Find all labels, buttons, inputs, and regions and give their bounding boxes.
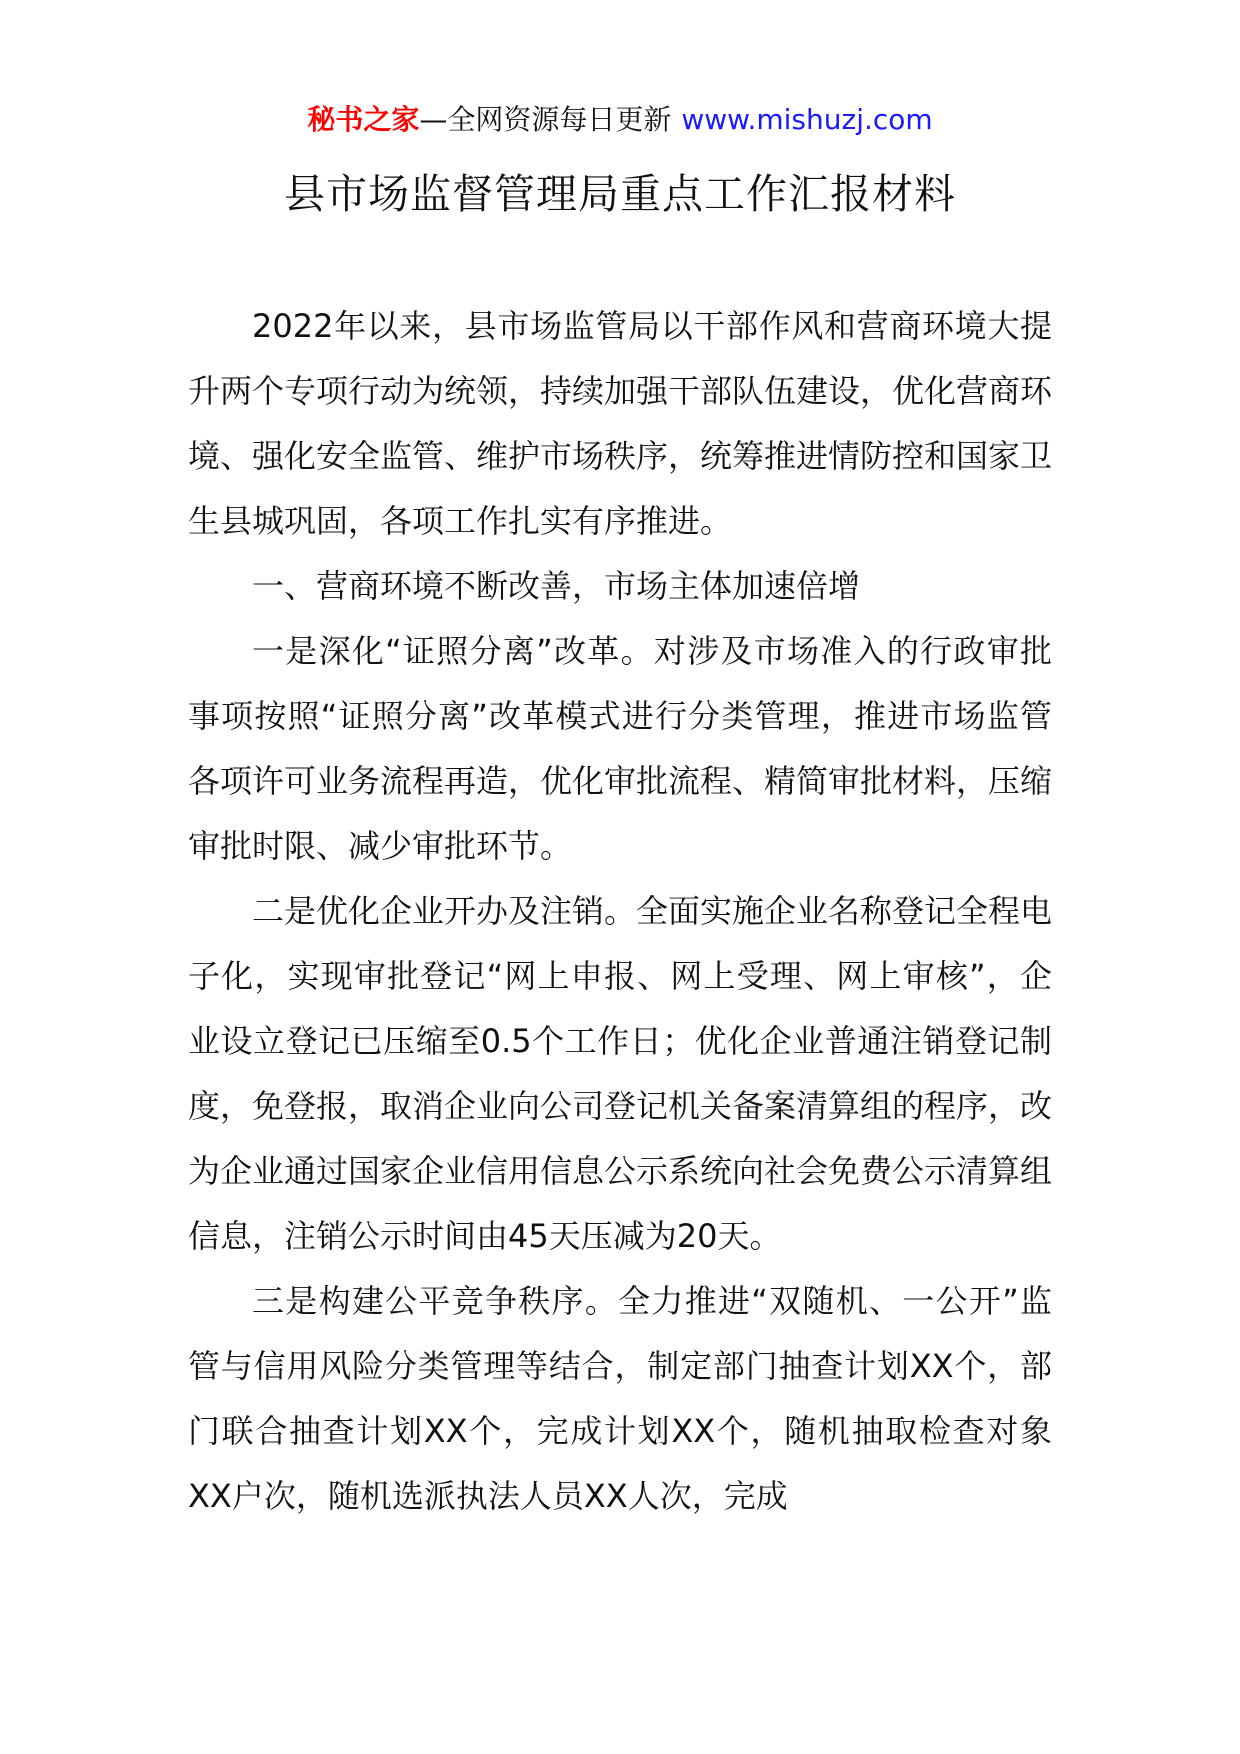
site-header	[0, 100, 1240, 140]
document-title: 县市场监督管理局重点工作汇报材料	[284, 170, 956, 218]
paragraph-item-3: 三是构建公平竞争秩序。全力推进“双随机、一公开”监管与信用风险分类管理等结合，制定部门抽查计划XX个，部门联合抽查计划XX个，完成计划XX个，随机抽取检查对象XX户次，随机选派执法人员XX人次，完成	[188, 1282, 1052, 1515]
paragraph-item-2: 二是优化企业开办及注销。全面实施企业名称登记全程电子化，实现审批登记“网上申报、网上受理、网上审核”，企业设立登记已压缩至0.5个工作日；优化企业普通注销登记制度，免登报，取消企业向公司登记机关备案清算组的程序，改为企业通过国家企业信用信息公示系统向社会免费公示清算组信息，注销公示时间由45天压减为20天。	[188, 892, 1053, 1255]
section-heading: 一、营商环境不断改善，市场主体加速倍增	[252, 567, 861, 605]
paragraph-item-1: 一是深化“证照分离”改革。对涉及市场准入的行政审批事项按照“证照分离”改革模式进行分类管理，推进市场监管各项许可业务流程再造，优化审批流程、精简审批材料，压缩审批时限、减少审批环节。	[188, 632, 1053, 865]
document-body	[188, 294, 1052, 1529]
brand-name: 秘书之家	[307, 103, 420, 136]
header-tagline: —全网资源每日更新	[419, 103, 672, 136]
site-link[interactable]: www.mishuzj.com	[681, 103, 933, 136]
intro-paragraph: 2022年以来，县市场监管局以干部作风和营商环境大提升两个专项行动为统领，持续加强干部队伍建设，优化营商环境、强化安全监管、维护市场秩序，统筹推进情防控和国家卫生县城巩固，各项工作扎实有序推进。	[188, 307, 1053, 540]
